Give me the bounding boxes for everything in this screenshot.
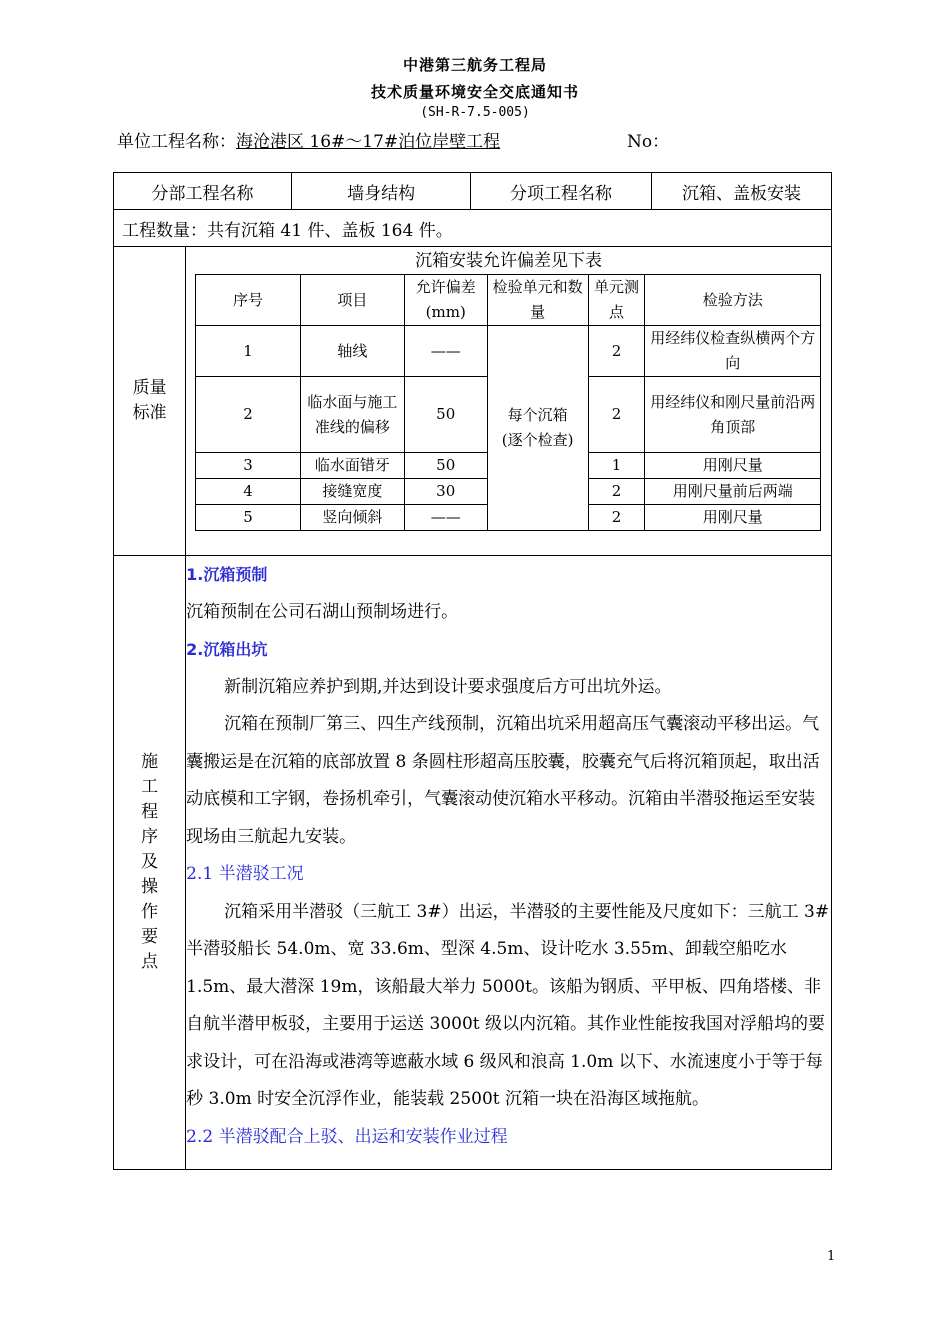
unit-merged-line2: (逐个检查): [501, 431, 574, 449]
row-item: 临水面错牙: [300, 453, 404, 479]
unit-project-value: 海沧港区 16#～17#泊位岸壁工程: [236, 132, 501, 152]
procedure-label-char: 施: [141, 752, 159, 772]
quantity-text: 工程数量：共有沉箱 41 件、盖板 164 件。: [114, 210, 832, 247]
document-code: (SH-R-7.5-005): [420, 105, 530, 120]
unit-project-label: 单位工程名称：: [117, 132, 236, 152]
row-no: 2: [196, 377, 301, 453]
tolerance-caption: 沉箱安装允许偏差见下表: [415, 251, 603, 271]
section-heading: 1.沉箱预制: [186, 565, 268, 584]
header-item: 项目: [300, 275, 404, 326]
unit-merged-line1: 每个沉箱: [507, 406, 568, 424]
row-no: 1: [196, 326, 301, 377]
tolerance-header-row: [196, 275, 821, 326]
unit-project-line: [117, 127, 500, 152]
procedure-content: [186, 556, 832, 1170]
procedure-label-char: 程: [141, 802, 159, 822]
header-method: 检验方法: [645, 275, 821, 326]
paragraph: 沉箱在预制厂第三、四生产线预制，沉箱出坑采用超高压气囊滚动平移出运。气囊搬运是在沉箱的底部放置 8 条圆柱形超高压胶囊，胶囊充气后将沉箱顶起，取出活动底模和工字钢，卷扬机牵引，气囊滚动使沉箱水平移动。沉箱由半潜驳拖运至安装现场由三航起九安装。: [186, 714, 820, 847]
section-heading: 2.沉箱出坑: [186, 640, 268, 659]
row-method: 用刚尺量: [645, 453, 821, 479]
paragraph: 沉箱预制在公司石湖山预制场进行。: [186, 601, 459, 622]
unit-merged-cell: [487, 326, 588, 531]
paragraph: 新制沉箱应养护到期,并达到设计要求强度后方可出坑外运。: [224, 676, 672, 697]
subsection-heading: 2.2 半潜驳配合上驳、出运和安装作业过程: [186, 1126, 508, 1147]
quality-label: [114, 247, 186, 556]
document-title: 技术质量环境安全交底通知书: [370, 83, 579, 101]
quality-label-line2: 标准: [132, 403, 167, 423]
procedure-label-char: 点: [141, 952, 159, 972]
row-no: 3: [196, 453, 301, 479]
row-method: 用经纬仪和刚尺量前沿两角顶部: [645, 377, 821, 453]
page-number: 1: [827, 1249, 836, 1264]
procedure-label-char: 作: [141, 902, 159, 922]
company-name: 中港第三航务工程局: [402, 56, 547, 74]
row-points: 1: [588, 453, 645, 479]
row-no: 5: [196, 505, 301, 531]
procedure-label-char: 序: [141, 827, 159, 847]
procedure-label: [114, 556, 186, 1170]
procedure-label-char: 工: [141, 777, 159, 797]
row-method: 用刚尺量: [645, 505, 821, 531]
header-tolerance: 允许偏差(mm): [404, 275, 487, 326]
row-item: 临水面与施工准线的偏移: [300, 377, 404, 453]
number-label: No：: [627, 132, 670, 152]
row-tolerance: ——: [404, 326, 487, 377]
item-project-label: 分项工程名称: [471, 173, 652, 210]
row-method: 用经纬仪检查纵横两个方向: [645, 326, 821, 377]
row-points: 2: [588, 326, 645, 377]
quality-content: [186, 247, 832, 556]
row-item: 竖向倾斜: [300, 505, 404, 531]
row-points: 2: [588, 377, 645, 453]
row-tolerance: 30: [404, 479, 487, 505]
header-points: 单元测点: [588, 275, 645, 326]
procedure-row: [114, 556, 832, 1170]
table-row: [196, 326, 821, 377]
item-project-value: 沉箱、盖板安装: [652, 173, 832, 210]
sub-project-label: 分部工程名称: [114, 173, 292, 210]
row-item: 轴线: [300, 326, 404, 377]
procedure-label-char: 要: [141, 927, 159, 947]
paragraph: 沉箱采用半潜驳（三航工 3#）出运，半潜驳的主要性能及尺度如下：三航工 3#半潜驳船长 54.0m、宽 33.6m、型深 4.5m、设计吃水 3.55m、卸载空船吃水 1.5m、最大潜深 19m，该船最大举力 5000t。该船为钢质、平甲板、四角塔楼、非自航半潜甲板驳，主要用于运送 3000t 级以内沉箱。其作业性能按我国对浮船坞的要求设计，可在沿海或港湾等遮蔽水域 6 级风和浪高 1.0m 以下、水流速度小于等于每秒 3.0m 时安全沉浮作业，能装载 2500t 沉箱一块在沿海区域拖航。: [186, 901, 830, 1109]
row-points: 2: [588, 479, 645, 505]
row-no: 4: [196, 479, 301, 505]
quantity-row: [114, 210, 832, 247]
quality-label-line1: 质量: [132, 378, 167, 398]
notice-table: [113, 172, 832, 1170]
row-tolerance: 50: [404, 377, 487, 453]
header-unit: 检验单元和数量: [487, 275, 588, 326]
procedure-label-char: 及: [141, 852, 159, 872]
row-tolerance: ——: [404, 505, 487, 531]
tolerance-table: [195, 274, 821, 531]
quality-row: [114, 247, 832, 556]
sub-project-value: 墙身结构: [292, 173, 471, 210]
row-points: 2: [588, 505, 645, 531]
row-item: 接缝宽度: [300, 479, 404, 505]
row-tolerance: 50: [404, 453, 487, 479]
header-no: 序号: [196, 275, 301, 326]
project-info-row: [114, 173, 832, 210]
procedure-label-char: 操: [141, 877, 159, 897]
row-method: 用刚尺量前后两端: [645, 479, 821, 505]
subsection-heading: 2.1 半潜驳工况: [186, 864, 304, 884]
